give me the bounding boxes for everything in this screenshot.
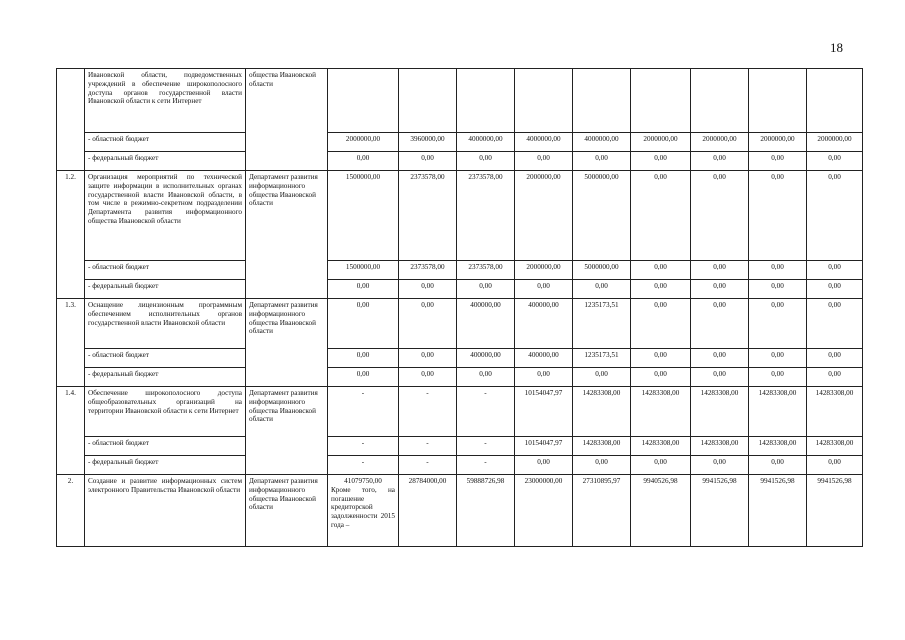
value-cell: 14283308,00	[631, 387, 691, 437]
row-description: - областной бюджет	[85, 437, 246, 456]
row-description: - федеральный бюджет	[85, 456, 246, 475]
value-cell: -	[399, 387, 457, 437]
value-cell: 0,00	[749, 456, 807, 475]
value-cell: 0,00	[328, 368, 399, 387]
value-cell: 0,00	[631, 261, 691, 280]
row-number	[57, 69, 85, 171]
value-cell: -	[328, 437, 399, 456]
value-cell: 0,00	[749, 261, 807, 280]
table-row	[57, 133, 863, 152]
value-cell: 9941526,98	[807, 475, 863, 547]
table-row	[57, 437, 863, 456]
row-description: - областной бюджет	[85, 349, 246, 368]
value-cell: 2000000,00	[631, 133, 691, 152]
value-cell: 4000000,00	[457, 133, 515, 152]
value-cell: 5000000,00	[573, 171, 631, 261]
value-cell: 0,00	[573, 280, 631, 299]
value-cell: 0,00	[631, 456, 691, 475]
value-cell: 59888726,98	[457, 475, 515, 547]
executor-cell: Департамент развития информационного общества Ивановской области	[246, 387, 328, 475]
value-cell: 0,00	[515, 280, 573, 299]
value-cell: 2373578,00	[399, 261, 457, 280]
value-cell: 0,00	[631, 280, 691, 299]
value-cell: 0,00	[457, 280, 515, 299]
value-cell: 0,00	[573, 368, 631, 387]
value-cell: 0,00	[457, 368, 515, 387]
value-cell: 0,00	[807, 349, 863, 368]
value-cell: 5000000,00	[573, 261, 631, 280]
row-description: Оснащение лицензионным программным обеспечением исполнительных органов государственной власти Ивановской области	[85, 299, 246, 349]
value-cell: 0,00	[399, 368, 457, 387]
value-cell: 2000000,00	[691, 133, 749, 152]
row-description: Организация мероприятий по технической защите информации в исполнительных органах государственной власти Ивановской области, в том числе в режимно-секретном подразделении Департамента развития информационного общества Ивановской области	[85, 171, 246, 261]
value-cell: 0,00	[691, 280, 749, 299]
value-cell: 14283308,00	[749, 387, 807, 437]
value-cell: 4000000,00	[573, 133, 631, 152]
table-row	[57, 280, 863, 299]
value-cell: -	[457, 387, 515, 437]
table-row	[57, 69, 863, 133]
page-number: 18	[830, 40, 843, 55]
table-row	[57, 152, 863, 171]
table-row	[57, 299, 863, 349]
table-row	[57, 349, 863, 368]
value-cell: 1500000,00	[328, 261, 399, 280]
value-cell: 0,00	[515, 456, 573, 475]
value-cell: 2373578,00	[457, 261, 515, 280]
value-cell	[691, 69, 749, 133]
value-cell: 14283308,00	[691, 437, 749, 456]
table-row	[57, 171, 863, 261]
value-cell: 2000000,00	[807, 133, 863, 152]
value-cell: 0,00	[691, 299, 749, 349]
value-cell: -	[399, 456, 457, 475]
value-cell: 2000000,00	[515, 261, 573, 280]
table-row	[57, 475, 863, 547]
row-description: - федеральный бюджет	[85, 368, 246, 387]
value-cell: 400000,00	[515, 299, 573, 349]
value-cell: 0,00	[749, 171, 807, 261]
value-cell: 0,00	[399, 299, 457, 349]
value-cell: 0,00	[807, 299, 863, 349]
value-cell: 0,00	[631, 349, 691, 368]
row-description: - областной бюджет	[85, 133, 246, 152]
value-cell: 0,00	[807, 261, 863, 280]
value-cell: 0,00	[457, 152, 515, 171]
value-cell: -	[399, 437, 457, 456]
value-cell: 14283308,00	[573, 387, 631, 437]
value-cell: 3960000,00	[399, 133, 457, 152]
value-cell: 2373578,00	[457, 171, 515, 261]
value-cell: 0,00	[573, 456, 631, 475]
value-cell: 0,00	[328, 349, 399, 368]
row-description: Ивановской области, подведомственных учреждений в обеспечение широкополосного доступа органов государственной власти Ивановской области к сети Интернет	[85, 69, 246, 133]
row-number: 1.4.	[57, 387, 85, 475]
value-note: Кроме того, на погашение кредиторской задолженности 2015 года –	[331, 485, 395, 529]
executor-cell: Департамент развития информационного общества Ивановской области	[246, 299, 328, 387]
value-cell: 4000000,00	[515, 133, 573, 152]
value-cell: 14283308,00	[631, 437, 691, 456]
table-row	[57, 387, 863, 437]
value-cell	[515, 69, 573, 133]
value-cell: 0,00	[691, 456, 749, 475]
value-cell: 0,00	[691, 349, 749, 368]
value-cell: 14283308,00	[691, 387, 749, 437]
value-cell: 0,00	[399, 152, 457, 171]
row-number: 2.	[57, 475, 85, 547]
row-description: - областной бюджет	[85, 261, 246, 280]
value-cell: 0,00	[631, 152, 691, 171]
value-cell	[573, 69, 631, 133]
value-cell: 0,00	[749, 299, 807, 349]
value-text: 41079750,00	[344, 477, 382, 485]
value-cell	[749, 69, 807, 133]
value-cell: 0,00	[631, 368, 691, 387]
value-cell: 10154047,97	[515, 387, 573, 437]
value-cell: 0,00	[631, 171, 691, 261]
value-cell: 9941526,98	[749, 475, 807, 547]
value-cell: 0,00	[399, 280, 457, 299]
value-cell: 14283308,00	[573, 437, 631, 456]
value-cell: 400000,00	[457, 349, 515, 368]
value-cell: 1500000,00	[328, 171, 399, 261]
value-cell: 0,00	[807, 171, 863, 261]
row-number: 1.2.	[57, 171, 85, 299]
value-cell: 28784000,00	[399, 475, 457, 547]
executor-cell: Департамент развития информационного общества Ивановской области	[246, 475, 328, 547]
table-row	[57, 368, 863, 387]
executor-cell: Департамент развития информационного общества Ивановской области	[246, 171, 328, 299]
value-cell: 0,00	[749, 368, 807, 387]
value-cell: 1235173,51	[573, 349, 631, 368]
row-description: Обеспечение широкополосного доступа общеобразовательных организаций на территории Ивановской области к сети Интернет	[85, 387, 246, 437]
value-cell: 0,00	[691, 368, 749, 387]
table-row	[57, 261, 863, 280]
row-description: Создание и развитие информационных систем электронного Правительства Ивановской области	[85, 475, 246, 547]
value-cell: 0,00	[807, 152, 863, 171]
value-cell	[457, 69, 515, 133]
value-cell: 0,00	[749, 349, 807, 368]
value-cell	[807, 69, 863, 133]
value-cell: 0,00	[515, 152, 573, 171]
value-cell	[328, 69, 399, 133]
value-cell: 2373578,00	[399, 171, 457, 261]
value-cell: -	[328, 456, 399, 475]
row-number: 1.3.	[57, 299, 85, 387]
value-cell: 27310895,97	[573, 475, 631, 547]
value-cell: 0,00	[691, 171, 749, 261]
value-cell: 0,00	[691, 261, 749, 280]
value-cell-with-note	[328, 475, 399, 547]
value-cell: -	[328, 387, 399, 437]
table-row	[57, 456, 863, 475]
value-cell: 2000000,00	[749, 133, 807, 152]
value-cell: 0,00	[749, 152, 807, 171]
value-cell	[399, 69, 457, 133]
row-description: - федеральный бюджет	[85, 280, 246, 299]
value-cell: 0,00	[328, 299, 399, 349]
value-cell: 2000000,00	[515, 171, 573, 261]
value-cell: 0,00	[807, 456, 863, 475]
value-cell: 0,00	[328, 152, 399, 171]
value-cell: 400000,00	[515, 349, 573, 368]
budget-table	[56, 68, 863, 547]
value-cell: 23000000,00	[515, 475, 573, 547]
value-cell: 0,00	[807, 368, 863, 387]
value-cell: 400000,00	[457, 299, 515, 349]
value-cell: 0,00	[573, 152, 631, 171]
value-cell: 9941526,98	[691, 475, 749, 547]
value-cell: 14283308,00	[749, 437, 807, 456]
value-cell: 2000000,00	[328, 133, 399, 152]
value-cell: 0,00	[691, 152, 749, 171]
value-cell: 10154047,97	[515, 437, 573, 456]
value-cell: 14283308,00	[807, 387, 863, 437]
value-cell: 0,00	[515, 368, 573, 387]
value-cell: 0,00	[807, 280, 863, 299]
value-cell: 0,00	[328, 280, 399, 299]
executor-cell: общества Ивановской области	[246, 69, 328, 171]
row-description: - федеральный бюджет	[85, 152, 246, 171]
value-cell: 0,00	[399, 349, 457, 368]
value-cell: 9940526,98	[631, 475, 691, 547]
value-cell: -	[457, 456, 515, 475]
value-cell: 14283308,00	[807, 437, 863, 456]
value-cell: 0,00	[631, 299, 691, 349]
value-cell: 0,00	[749, 280, 807, 299]
value-cell: -	[457, 437, 515, 456]
value-cell: 1235173,51	[573, 299, 631, 349]
value-cell	[631, 69, 691, 133]
